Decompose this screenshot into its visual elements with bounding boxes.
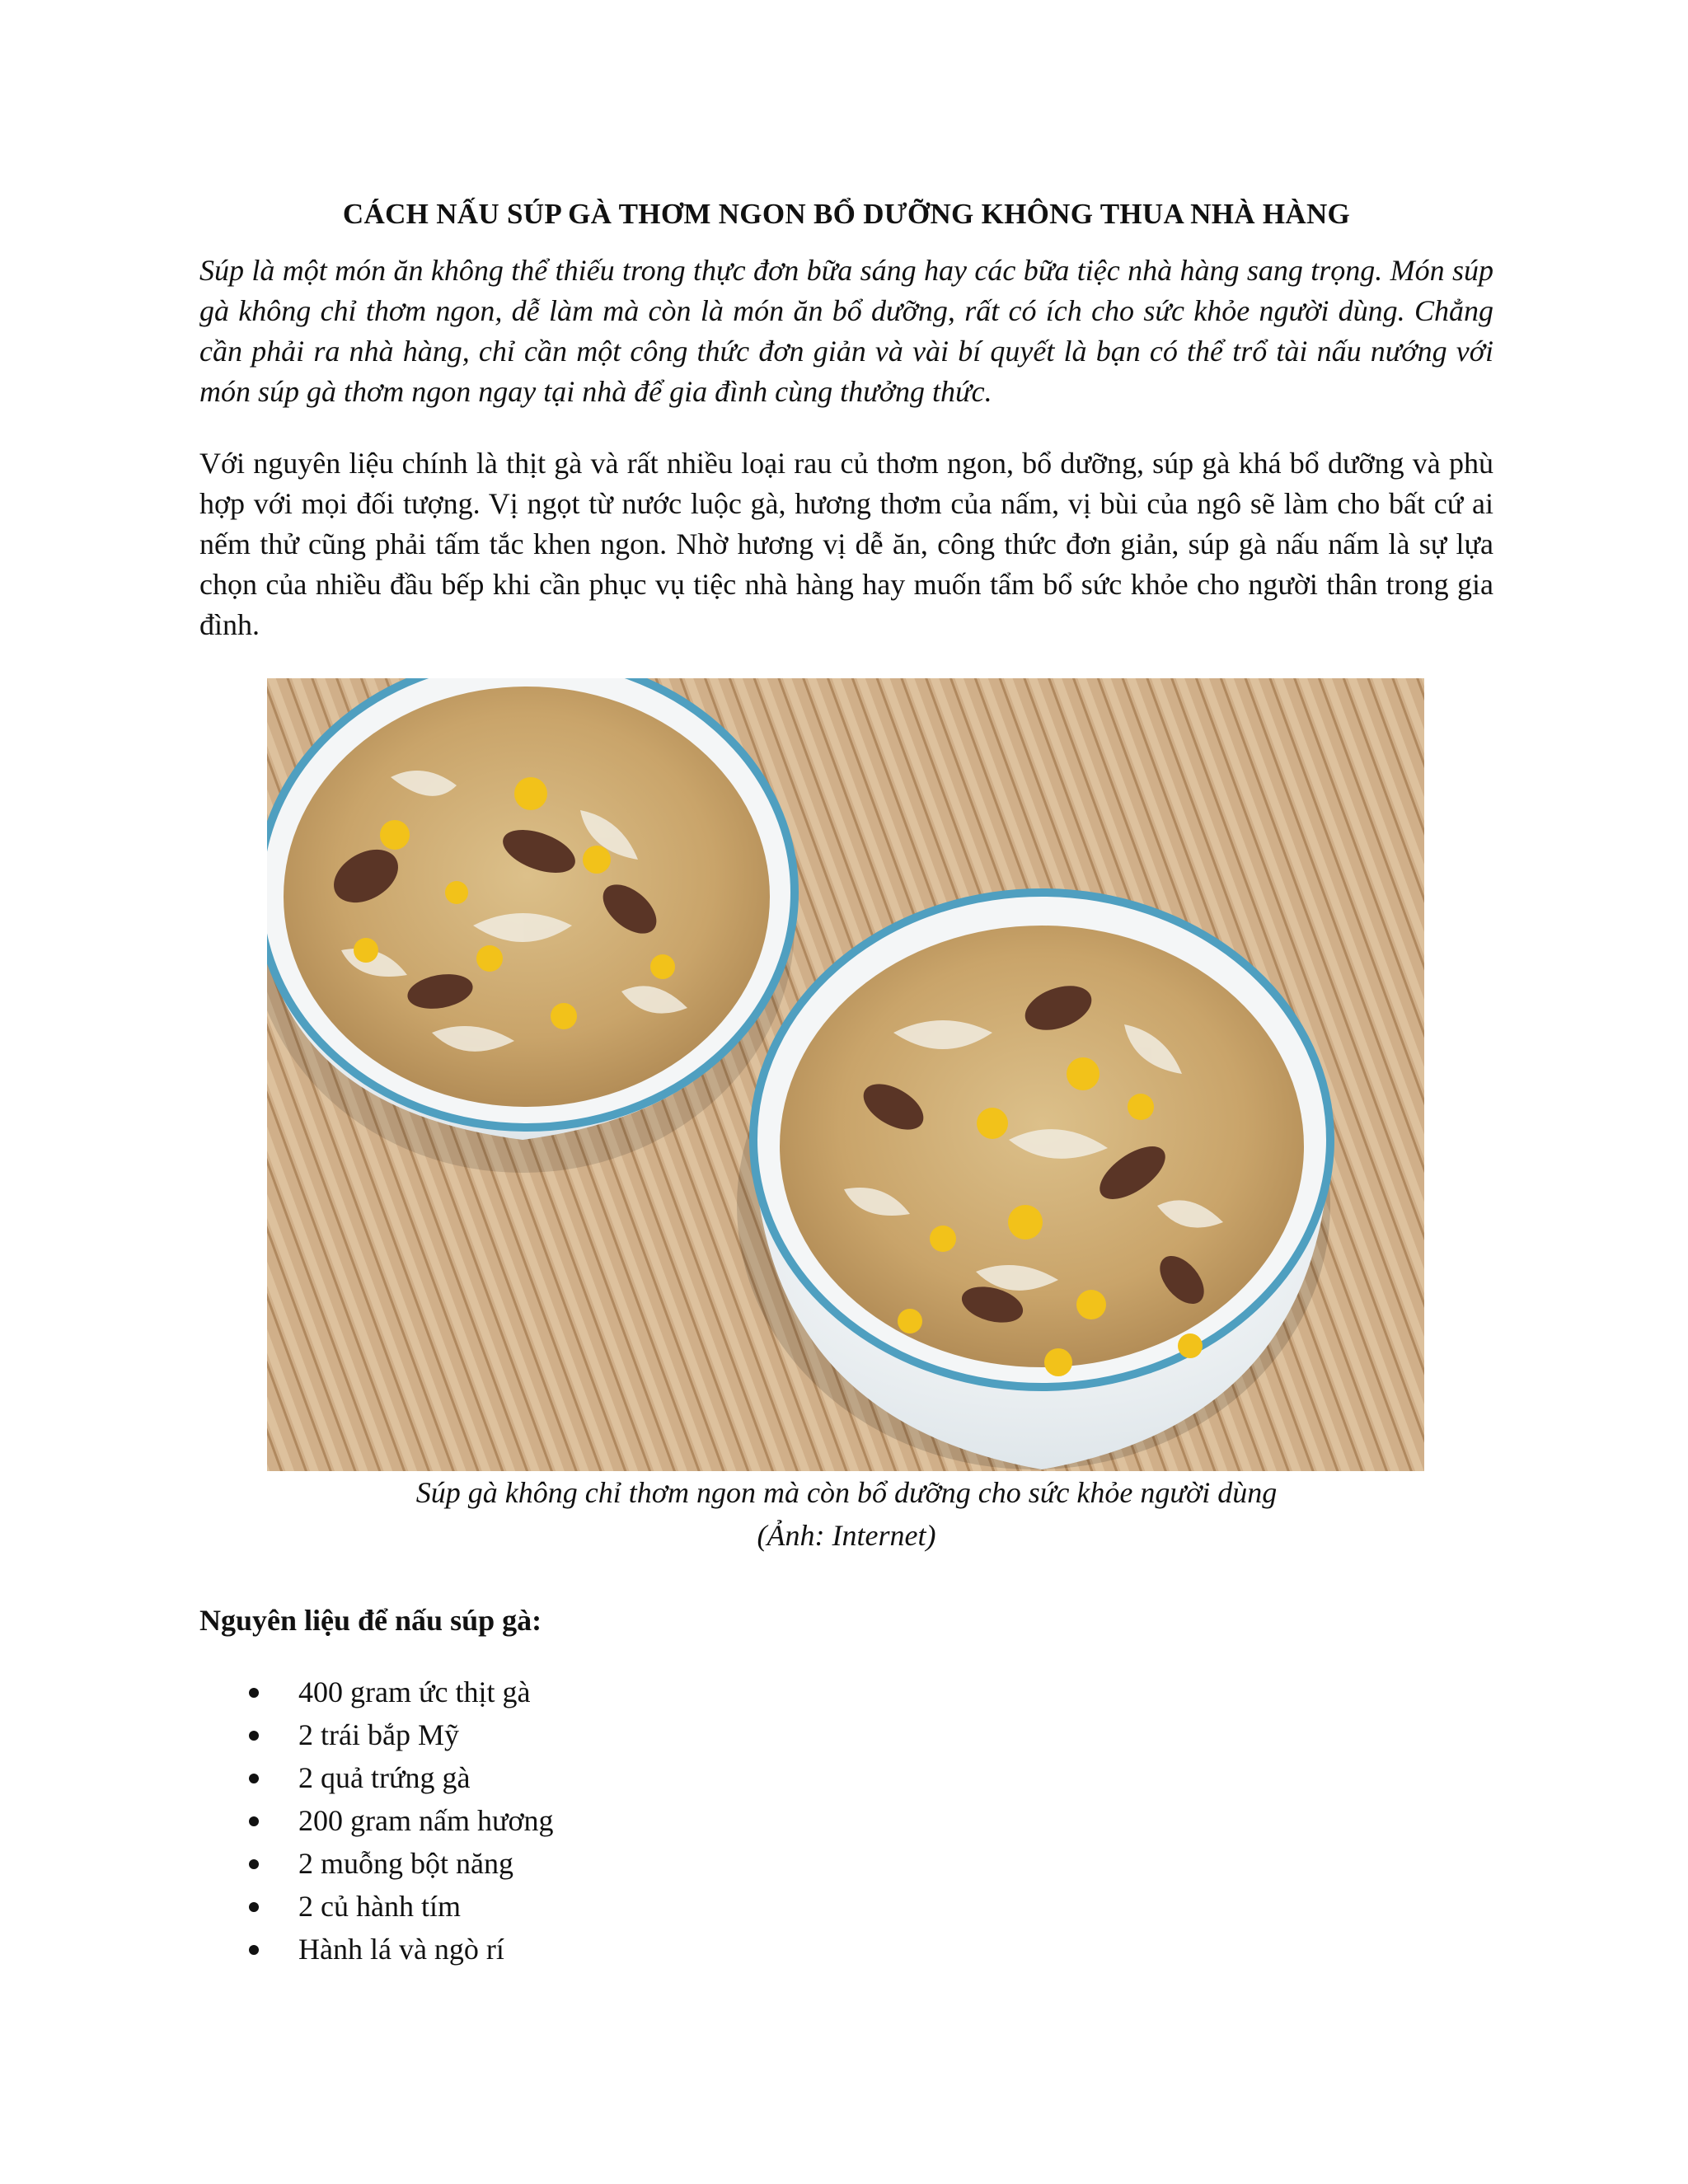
photo-caption-line2: (Ảnh: Internet) xyxy=(757,1519,936,1552)
list-item xyxy=(199,1885,1493,1928)
bullet-icon xyxy=(249,1816,259,1826)
bowl-right xyxy=(737,893,1330,1469)
bullet-icon xyxy=(249,1774,259,1783)
bullet-icon xyxy=(249,1731,259,1741)
bullet-icon xyxy=(249,1688,259,1698)
bowl-left xyxy=(267,678,795,1173)
bullet-icon xyxy=(249,1859,259,1869)
ingredients-list xyxy=(199,1671,1493,1971)
ingredient-text: Hành lá và ngò rí xyxy=(298,1933,504,1966)
ingredient-text: 2 muỗng bột năng xyxy=(298,1847,513,1880)
list-item xyxy=(199,1842,1493,1885)
intro-paragraph: Súp là một món ăn không thể thiếu trong thực đơn bữa sáng hay các bữa tiệc nhà hàng sang trọng. Món súp gà không chỉ thơm ngon, dễ làm mà còn là món ăn bổ dưỡng, rất có ích cho sức khỏe người dùng. Chẳng cần phải ra nhà hàng, chỉ cần một công thức đơn giản và vài bí quyết là bạn có thể trổ tài nấu nướng với món súp gà thơm ngon ngay tại nhà để gia đình cùng thưởng thức. xyxy=(199,254,1493,408)
list-item xyxy=(199,1928,1493,1971)
ingredient-text: 2 trái bắp Mỹ xyxy=(298,1718,459,1751)
bullet-icon xyxy=(249,1902,259,1912)
list-item xyxy=(199,1799,1493,1842)
soup-photo xyxy=(267,678,1424,1471)
ingredient-text: 2 củ hành tím xyxy=(298,1890,461,1923)
ingredient-text: 400 gram ức thịt gà xyxy=(298,1675,531,1708)
list-item xyxy=(199,1713,1493,1756)
body-paragraph: Với nguyên liệu chính là thịt gà và rất nhiều loại rau củ thơm ngon, bổ dưỡng, súp gà khá bổ dưỡng và phù hợp với mọi đối tượng. Vị ngọt từ nước luộc gà, hương thơm của nấm, vị bùi của ngô sẽ làm cho bất cứ ai nếm thử cũng phải tấm tắc khen ngon. Nhờ hương vị dễ ăn, công thức đơn giản, súp gà nấu nấm là sự lựa chọn của nhiều đầu bếp khi cần phục vụ tiệc nhà hàng hay muốn tẩm bổ sức khỏe cho người thân trong gia đình. xyxy=(199,447,1493,641)
list-item xyxy=(199,1756,1493,1799)
bullet-icon xyxy=(249,1945,259,1955)
ingredient-text: 2 quả trứng gà xyxy=(298,1761,471,1794)
photo-caption-line1: Súp gà không chỉ thơm ngon mà còn bổ dưỡng cho sức khỏe người dùng xyxy=(415,1476,1278,1509)
list-item xyxy=(199,1671,1493,1713)
ingredients-heading: Nguyên liệu để nấu súp gà: xyxy=(199,1604,542,1637)
ingredient-text: 200 gram nấm hương xyxy=(298,1804,554,1837)
page-title: CÁCH NẤU SÚP GÀ THƠM NGON BỔ DƯỠNG KHÔNG THUA NHÀ HÀNG xyxy=(342,198,1351,230)
document-content xyxy=(199,190,1493,1971)
